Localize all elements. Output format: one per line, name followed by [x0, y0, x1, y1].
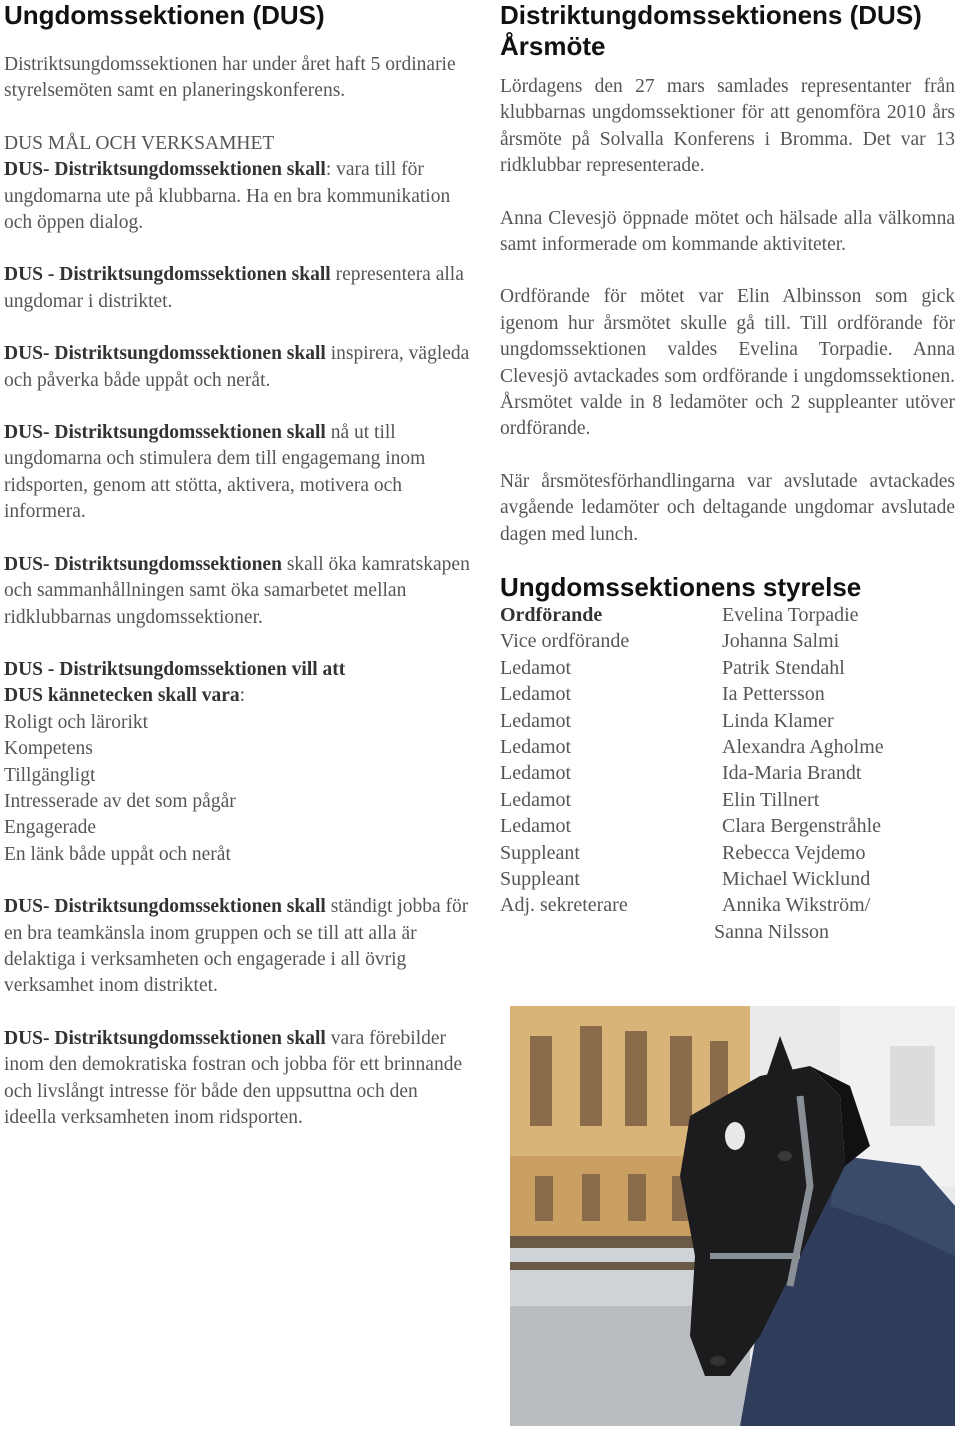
board-row	[500, 787, 955, 813]
p4-paragraph	[4, 420, 474, 526]
horse-photo	[510, 1006, 955, 1426]
board-row	[500, 813, 955, 839]
p7-paragraph	[4, 894, 474, 1000]
horse-photo-illustration	[510, 1006, 955, 1426]
board-name: Elin Tillnert	[722, 788, 820, 811]
board-name: Michael Wicklund	[722, 868, 871, 890]
board-name: Patrik Stendahl	[722, 656, 845, 679]
p3-bold: DUS- Distriktsungdomssektionen skall	[4, 343, 326, 365]
p2-text: representera alla ungdomar i distriktet.	[4, 264, 464, 312]
p3-text: inspirera, vägleda och påverka både uppåt och neråt.	[4, 343, 470, 391]
board-name: Alexandra Agholme	[722, 736, 884, 759]
board-row	[500, 866, 955, 892]
p6-bold1: DUS - Distriktsungdomssektionen vill att	[4, 658, 346, 680]
board-row	[500, 919, 955, 945]
right-column	[500, 0, 955, 945]
meeting-p2: Anna Clevesjö öppnade mötet och hälsade alla välkomna samt informerade om kommande aktiviteter.	[500, 207, 955, 256]
p5-bold: DUS- Distriktsungdomssektionen	[4, 553, 282, 575]
trait-item: Tillgängligt	[4, 764, 96, 786]
board-row	[500, 602, 955, 628]
board-name: Rebecca Vejdemo	[722, 841, 866, 864]
section-title: Ungdomssektionen (DUS)	[4, 0, 325, 30]
p7-bold: DUS- Distriktsungdomssektionen skall	[4, 896, 326, 918]
goals-heading: DUS MÅL OCH VERKSAMHET	[4, 132, 275, 154]
board-row	[500, 655, 955, 681]
board-role: Suppleant	[500, 841, 580, 864]
board-role: Ledamot	[500, 656, 572, 679]
board-title: Ungdomssektionens styrelse	[500, 572, 862, 603]
trait-item: Roligt och lärorikt	[4, 711, 149, 733]
p6-paragraph	[4, 657, 474, 710]
p2-bold: DUS - Distriktsungdomssektionen skall	[4, 264, 331, 286]
meeting-title: Distriktungdomssektionens (DUS) Årsmöte	[500, 0, 922, 61]
board-role: Ledamot	[500, 736, 572, 759]
p1-bold: DUS- Distriktsungdomssektionen skall	[4, 159, 326, 181]
p8-text: vara förebilder inom den demokratiska fostran och jobba för ett brinnande och livslångt intresse för både den uppsuttna och den ideella verksamheten inom ridsporten.	[4, 1027, 463, 1128]
board-role: Ordförande	[500, 604, 603, 627]
board-name: Annika Wikström/	[722, 894, 871, 917]
board-name: Linda Klamer	[722, 709, 834, 732]
board-name: Ida-Maria Brandt	[722, 762, 862, 785]
trait-item: Engagerade	[4, 817, 97, 839]
board-row	[500, 840, 955, 866]
trait-item: Intresserade av det som pågår	[4, 790, 236, 812]
p4-text: nå ut till ungdomarna och stimulera dem till engagemang inom ridsporten, genom att stötta, aktivera, motivera och informera.	[4, 422, 426, 523]
board-role: Ledamot	[500, 815, 572, 838]
p1-text: : vara till för ungdomarna ute på klubbarna. Ha en bra kommunikation och öppen dialog.	[4, 159, 451, 234]
p6-bold2: DUS kännetecken skall vara	[4, 685, 240, 707]
board-list	[500, 602, 955, 945]
board-role: Vice ordförande	[500, 630, 630, 653]
board-role	[500, 919, 722, 945]
p5-text: skall öka kamratskapen och sammanhållningen samt öka samarbetet mellan ridklubbarnas ungdomssektioner.	[4, 553, 470, 628]
board-row	[500, 681, 955, 707]
board-name-extra: Sanna Nilsson	[714, 920, 829, 943]
board-row	[500, 628, 955, 654]
traits-list	[4, 710, 474, 868]
intro-paragraph: Distriktsungdomssektionen har under året haft 5 ordinarie styrelsemöten samt en planeringskonferens.	[4, 54, 456, 102]
meeting-p3: Ordförande för mötet var Elin Albinsson som gick igenom hur årsmötet skulle gå till. Till ordförande för ungdomssektionen valdes Evelina Torpadie. Anna Clevesjö avtackades som ordförande i ungdomssektionen. Årsmötet valde in 8 ledamöter och 2 suppleanter utöver ordförande.	[500, 286, 955, 440]
p8-bold: DUS- Distriktsungdomssektionen skall	[4, 1027, 326, 1049]
board-row	[500, 734, 955, 760]
board-role: Ledamot	[500, 788, 572, 811]
p3-paragraph	[4, 341, 474, 394]
trait-item: En länk både uppåt och neråt	[4, 843, 231, 865]
p5-paragraph	[4, 552, 474, 631]
meeting-p4: När årsmötesförhandlingarna var avslutade avtackades avgående ledamöter och deltagande ungdomar avslutade dagen med lunch.	[500, 470, 955, 545]
p7-text: ständigt jobba för en bra teamkänsla inom gruppen och se till att alla är delaktiga i verksamheten och engagerade i all övrig verksamhet inom distriktet.	[4, 896, 469, 997]
board-role: Suppleant	[500, 868, 580, 890]
p4-bold: DUS- Distriktsungdomssektionen skall	[4, 422, 326, 444]
board-row	[500, 708, 955, 734]
board-row	[500, 892, 955, 918]
board-name: Ia Pettersson	[722, 683, 825, 706]
p8-paragraph	[4, 1026, 474, 1132]
p2-paragraph	[4, 262, 474, 315]
trait-item: Kompetens	[4, 738, 93, 760]
left-column	[4, 0, 474, 1131]
p6-colon: :	[239, 685, 246, 707]
board-row	[500, 760, 955, 786]
board-role: Adj. sekreterare	[500, 894, 628, 917]
board-name: Clara Bergenstråhle	[722, 815, 882, 838]
board-role: Ledamot	[500, 762, 572, 785]
board-name: Johanna Salmi	[722, 630, 840, 653]
board-role: Ledamot	[500, 709, 572, 732]
meeting-p1: Lördagens den 27 mars samlades representanter från klubbarnas ungdomssektioner för att genomföra 2010 års årsmöte på Solvalla Konferens i Bromma. Det var 13 ridklubbar representerade.	[500, 76, 955, 177]
board-name: Evelina Torpadie	[722, 604, 859, 627]
board-role: Ledamot	[500, 683, 572, 706]
goals-paragraph	[4, 131, 474, 237]
